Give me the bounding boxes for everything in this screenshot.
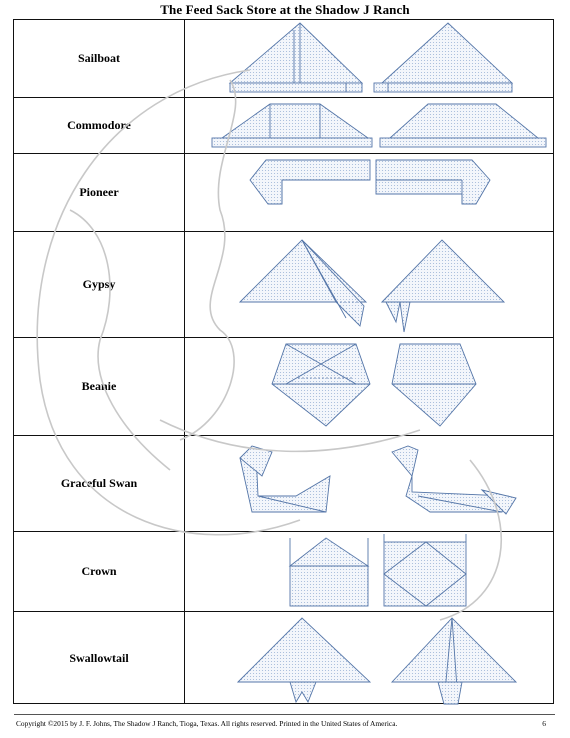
footer-rule — [14, 714, 555, 715]
table-row-gypsy — [14, 232, 553, 338]
row-label: Beanie — [81, 379, 117, 393]
footer — [16, 719, 546, 728]
row-label: Graceful Swan — [60, 476, 138, 490]
row-label: Sailboat — [77, 51, 120, 65]
table-row-graceful-swan — [14, 436, 553, 532]
row-label: Swallowtail — [69, 651, 129, 665]
row-figures — [186, 232, 553, 337]
beanie-figures — [186, 338, 553, 435]
table-row-pioneer — [14, 154, 553, 232]
row-figures — [186, 436, 553, 531]
pioneer-figures — [186, 154, 553, 231]
row-label: Commodore — [67, 118, 131, 132]
row-label: Pioneer — [79, 185, 119, 199]
table-row-commodore — [14, 98, 553, 154]
commodore-figures — [186, 98, 553, 153]
row-figures — [186, 338, 553, 435]
graceful-swan-figures — [186, 436, 553, 531]
crown-figures — [186, 532, 553, 611]
row-label: Crown — [81, 564, 117, 578]
row-figures — [186, 154, 553, 231]
table-row-crown — [14, 532, 553, 612]
column-divider — [184, 19, 185, 704]
origami-table — [13, 19, 554, 704]
page-number: 6 — [542, 719, 546, 728]
row-figures — [186, 20, 553, 97]
table-row-beanie — [14, 338, 553, 436]
row-figures — [186, 532, 553, 611]
page-title: The Feed Sack Store at the Shadow J Ranch — [160, 2, 410, 17]
table-row-sailboat — [14, 20, 553, 98]
table-row-swallowtail — [14, 612, 553, 705]
table-frame — [13, 19, 554, 704]
swallowtail-figures — [186, 612, 553, 705]
row-label: Gypsy — [82, 277, 116, 291]
gypsy-figures — [186, 232, 553, 337]
row-figures — [186, 98, 553, 153]
copyright-text: Copyright ©2015 by J. F. Johns, The Shadow J Ranch, Tioga, Texas. All rights reserved. Printed in the United States of America. — [16, 719, 398, 728]
row-figures — [186, 612, 553, 705]
sailboat-figures — [186, 20, 553, 97]
